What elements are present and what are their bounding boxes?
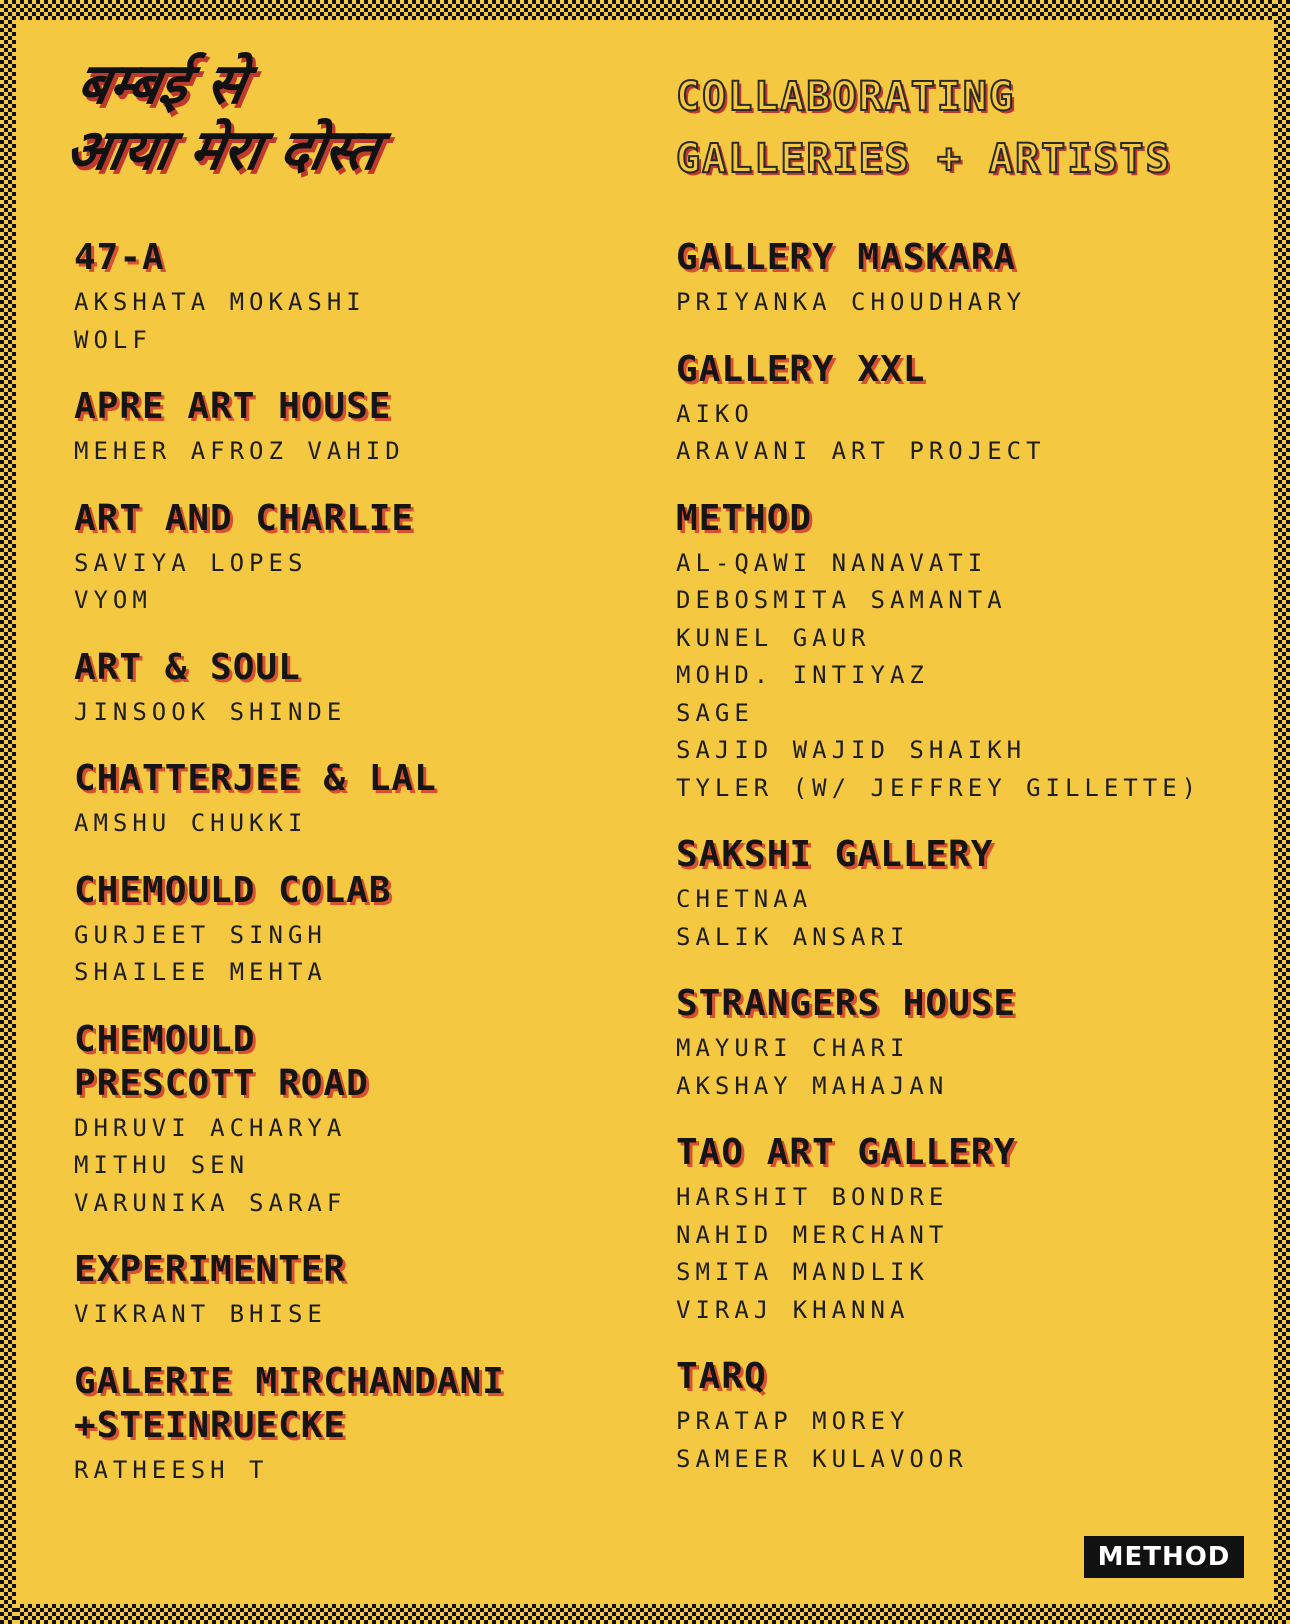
gallery-name [74,1248,634,1292]
gallery-name [74,385,634,429]
artist-name: SALIK ANSARI [676,922,910,951]
artist-name: CHETNAA [676,885,813,913]
gallery-name-line: CHEMOULD COLAB [74,869,392,911]
gallery-name-line: EXPERIMENTER [74,1249,347,1290]
artist-name: RATHEESH T [74,1455,269,1484]
gallery-name [676,1355,1236,1399]
gallery-name [676,833,1236,877]
gallery-name-line: CHEMOULD [74,1018,256,1060]
right-gallery-column [676,236,1236,1504]
gallery-name [74,1360,634,1448]
artist-name: AKSHATA MOKASHI [74,288,366,316]
gallery-block [74,646,634,732]
gallery-name [74,236,634,280]
gallery-name-line: TAO ART GALLERY [676,1132,1017,1173]
artist-name: SMITA MANDLIK [676,1258,929,1286]
gallery-block [676,348,1236,471]
checkered-border-top [0,0,1290,20]
gallery-block [676,982,1236,1105]
artist-name: SAMEER KULAVOOR [676,1444,968,1473]
gallery-block [74,497,634,620]
gallery-name [676,1131,1236,1175]
gallery-block [74,869,634,992]
artist-name: MOHD. INTIYAZ [676,661,929,689]
hindi-title-line1: बम्बई से [72,52,251,117]
gallery-block [74,1360,634,1490]
hindi-title [60,52,623,184]
artist-name: WOLF [74,325,152,354]
method-logo-badge: METHOD [1084,1536,1244,1578]
gallery-block [676,497,1236,808]
gallery-name [74,646,634,690]
gallery-block [74,1248,634,1334]
header-line1: COLLABORATING [676,74,1016,120]
left-gallery-column [74,236,634,1515]
gallery-name [676,236,1236,280]
artist-name: SAGE [676,698,754,727]
artist-name: PRIYANKA CHOUDHARY [676,288,1027,316]
artist-name: VIKRANT BHISE [74,1300,327,1328]
gallery-name-line: SAKSHI GALLERY [676,834,994,875]
artist-name: MITHU SEN [74,1151,250,1179]
gallery-name [74,869,634,913]
gallery-name [676,982,1236,1026]
artist-name: VYOM [74,586,152,614]
checkered-border-right [1274,0,1290,1624]
gallery-name-line: ART & SOUL [74,646,301,688]
gallery-block [676,236,1236,322]
checkered-border-bottom [0,1604,1290,1624]
artist-name: GURJEET SINGH [74,920,327,949]
gallery-name-line: ART AND CHARLIE [74,497,415,539]
artist-name: SAJID WAJID SHAIKH [676,736,1027,764]
artist-name: DHRUVI ACHARYA [74,1113,347,1142]
header-line2: GALLERIES + ARTISTS [676,136,1172,182]
gallery-block [676,1355,1236,1478]
artist-name: AIKO [676,399,754,428]
gallery-block [74,1018,634,1223]
artist-name: AKSHAY MAHAJAN [676,1071,949,1100]
artist-name: MAYURI CHARI [676,1034,910,1062]
artist-name: HARSHIT BONDRE [676,1183,949,1211]
checkered-border-left [0,0,16,1624]
artist-name: MEHER AFROZ VAHID [74,437,405,465]
artist-name: KUNEL GAUR [676,623,871,652]
gallery-name-line: GALLERY XXL [676,348,926,390]
gallery-name-line: GALERIE MIRCHANDANI [74,1360,505,1402]
gallery-name [676,348,1236,392]
gallery-name [74,497,634,541]
hindi-title-line2: आया मेरा दोस्त [60,118,385,183]
artist-name: PRATAP MOREY [676,1407,910,1435]
gallery-name-line: PRESCOTT ROAD [74,1062,369,1104]
gallery-name-line: CHATTERJEE & LAL [74,758,437,799]
gallery-name-line: METHOD [676,497,813,539]
gallery-name-line: +STEINRUECKE [74,1404,347,1446]
gallery-name-line: 47-A [74,237,165,278]
gallery-block [74,757,634,843]
gallery-name-line: GALLERY MASKARA [676,237,1017,278]
gallery-name [676,497,1236,541]
artist-name: SAVIYA LOPES [74,548,308,577]
artist-name: VARUNIKA SARAF [74,1188,347,1217]
gallery-block [74,385,634,471]
gallery-block [74,236,634,359]
gallery-name [74,757,634,801]
artist-name: VIRAJ KHANNA [676,1295,910,1324]
header-title [676,66,1172,190]
artist-name: TYLER (W/ JEFFREY GILLETTE) [676,773,1202,802]
artist-name: DEBOSMITA SAMANTA [676,586,1007,614]
artist-name: SHAILEE MEHTA [74,958,327,986]
artist-name: AMSHU CHUKKI [74,809,308,837]
artist-name: NAHID MERCHANT [676,1220,949,1249]
gallery-name-line: TARQ [676,1356,767,1397]
artist-name: ARAVANI ART PROJECT [676,437,1046,465]
gallery-block [676,833,1236,956]
gallery-name [74,1018,634,1106]
artist-name: AL-QAWI NANAVATI [676,548,988,577]
gallery-name-line: APRE ART HOUSE [74,386,392,427]
artist-name: JINSOOK SHINDE [74,697,347,726]
gallery-block [676,1131,1236,1329]
gallery-name-line: STRANGERS HOUSE [676,983,1017,1024]
